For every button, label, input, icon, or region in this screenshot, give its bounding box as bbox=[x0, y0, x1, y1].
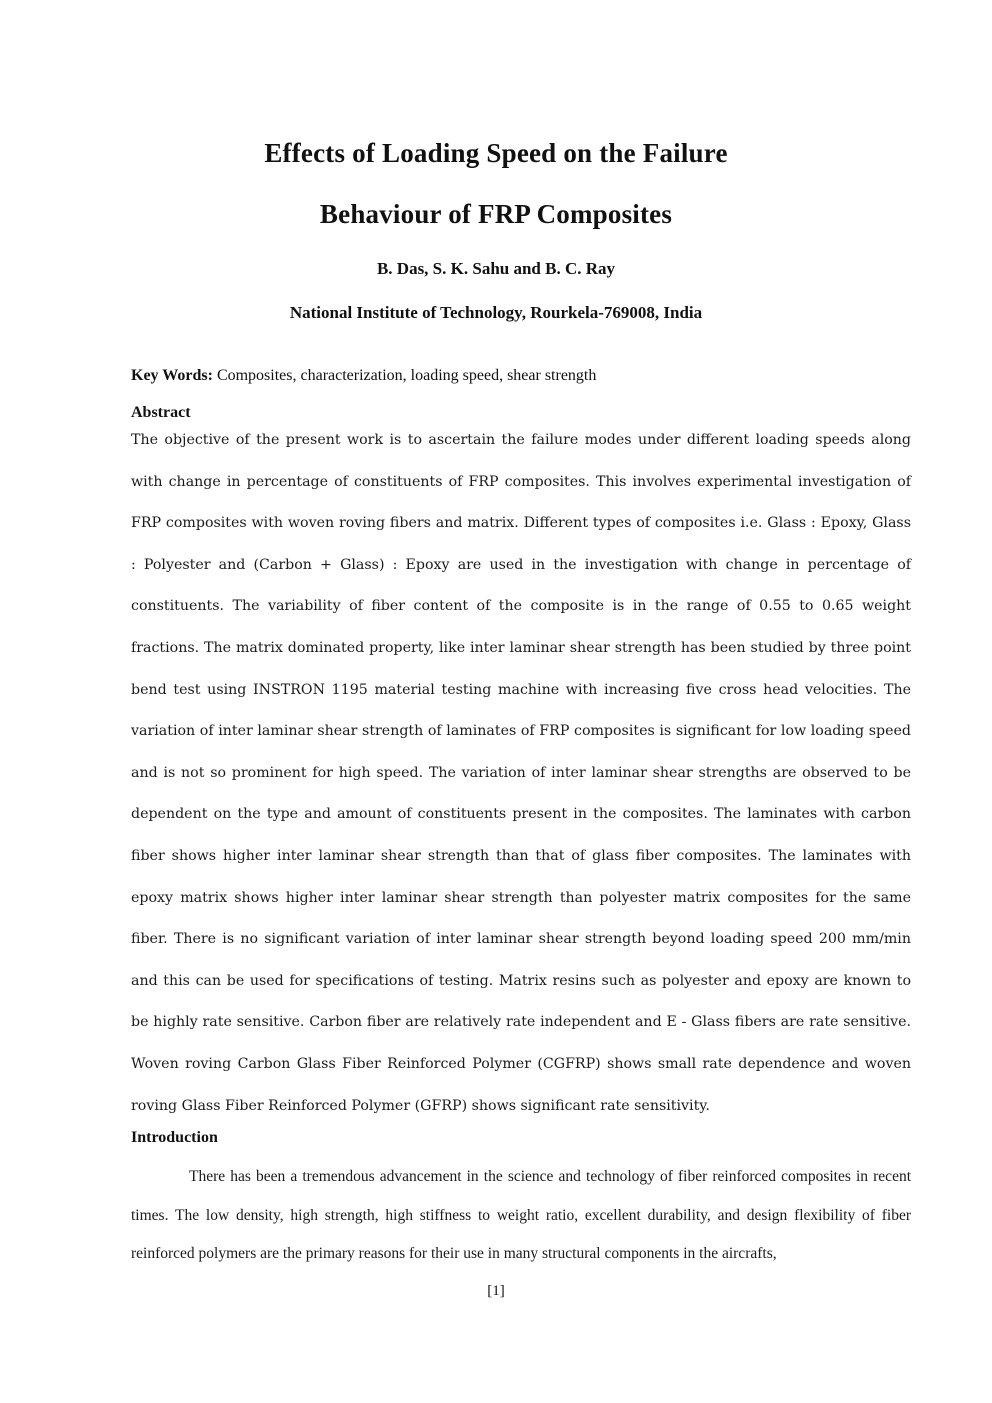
abstract-heading: Abstract bbox=[131, 404, 191, 421]
keywords-text: Composites, characterization, loading speed, shear strength bbox=[216, 367, 597, 384]
affiliation: National Institute of Technology, Rourkela-769008, India bbox=[289, 303, 703, 322]
introduction-heading: Introduction bbox=[131, 1129, 218, 1146]
introduction-text: There has been a tremendous advancement in the science and technology of fiber reinforced composites in recent times. The low density, high strength, high stiffness to weight ratio, excellent durability, and design flexibility of fiber reinforced polymers are the primary reasons for their use in many structural components in the aircrafts, bbox=[131, 1168, 911, 1262]
title-line-1: Effects of Loading Speed on the Failure bbox=[264, 138, 728, 168]
keywords-label: Key Words: bbox=[131, 367, 213, 384]
authors: B. Das, S. K. Sahu and B. C. Ray bbox=[376, 259, 616, 278]
page-number: [1] bbox=[487, 1283, 505, 1299]
title-line-2: Behaviour of FRP Composites bbox=[319, 199, 673, 229]
keywords bbox=[131, 367, 596, 385]
abstract-text: The objective of the present work is to ascertain the failure modes under different loading speeds along with change in percentage of constituents of FRP composites. This involves experimental investigation of FRP composites with woven roving fibers and matrix. Different types of composites i.e. Glass : Epoxy, Glass : Polyester and (Carbon + Glass) : Epoxy are used in the investigation with change in percentage of constituents. The variability of fiber content of the composite is in the range of 0.55 to 0.65 weight fractions. The matrix dominated property, like inter laminar shear strength has been studied by three point bend test using INSTRON 1195 material testing machine with increasing five cross head velocities. The variation of inter laminar shear strength of laminates of FRP composites is significant for low loading speed and is not so prominent for high speed. The variation of inter laminar shear strengths are observed to be dependent on the type and amount of constituents present in the composites. The laminates with carbon fiber shows higher inter laminar shear strength than that of glass fiber composites. The laminates with epoxy matrix shows higher inter laminar shear strength than polyester matrix composites for the same fiber. There is no significant variation of inter laminar shear strength beyond loading speed 200 mm/min and this can be used for specifications of testing. Matrix resins such as polyester and epoxy are known to be highly rate sensitive. Carbon fiber are relatively rate independent and E - Glass fibers are rate sensitive. Woven roving Carbon Glass Fiber Reinforced Polymer (CGFRP) shows small rate dependence and woven roving Glass Fiber Reinforced Polymer (GFRP) shows significant rate sensitivity. bbox=[131, 432, 911, 1114]
